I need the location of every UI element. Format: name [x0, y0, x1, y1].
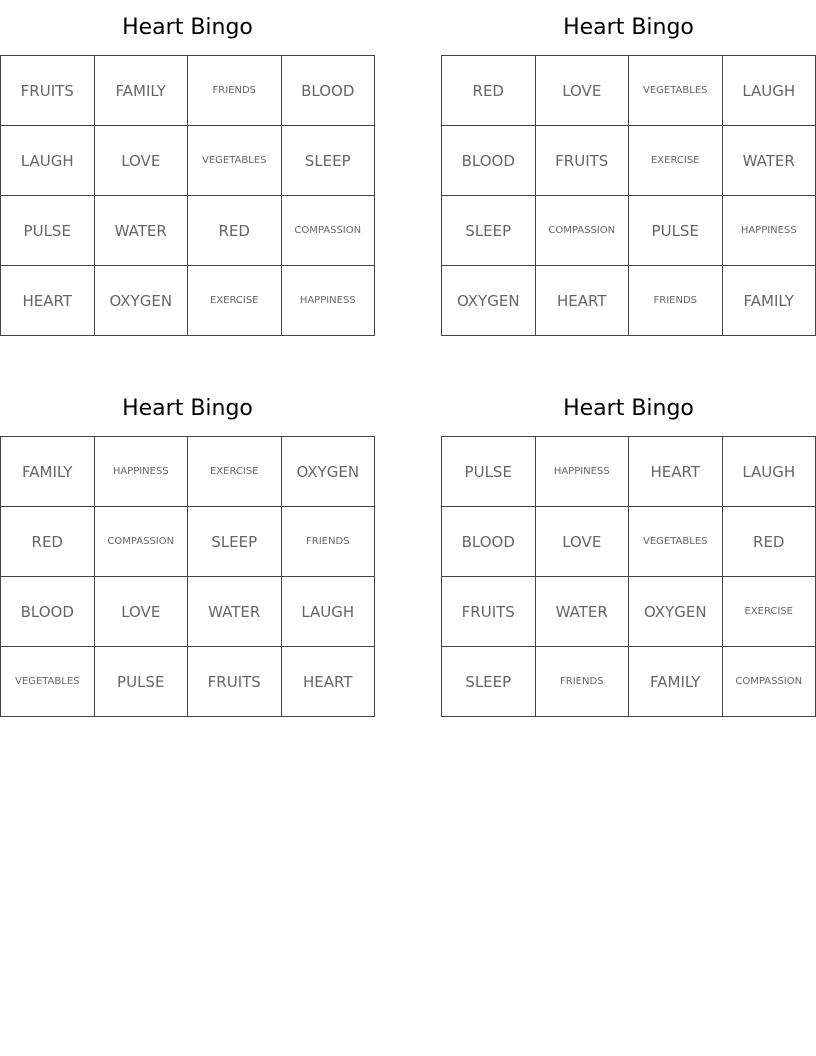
- bingo-cell: SLEEP: [442, 196, 536, 266]
- bingo-cell: HEART: [536, 266, 630, 336]
- bingo-cell: COMPASSION: [536, 196, 630, 266]
- bingo-cell: FRIENDS: [282, 507, 376, 577]
- bingo-cell: RED: [188, 196, 282, 266]
- bingo-cell: FRIENDS: [536, 647, 630, 717]
- bingo-cell: VEGETABLES: [629, 56, 723, 126]
- bingo-cell: WATER: [536, 577, 630, 647]
- bingo-cell: VEGETABLES: [1, 647, 95, 717]
- bingo-cell: HEART: [282, 647, 376, 717]
- bingo-card-4: [441, 381, 816, 717]
- bingo-cell: HAPPINESS: [536, 437, 630, 507]
- bingo-cell: HAPPINESS: [282, 266, 376, 336]
- bingo-cell: COMPASSION: [282, 196, 376, 266]
- bingo-cell: LOVE: [95, 126, 189, 196]
- bingo-cell: WATER: [95, 196, 189, 266]
- bingo-cell: PULSE: [442, 437, 536, 507]
- bingo-cell: LAUGH: [1, 126, 95, 196]
- bingo-cell: RED: [723, 507, 816, 577]
- bingo-cell: RED: [1, 507, 95, 577]
- bingo-cell: FAMILY: [629, 647, 723, 717]
- bingo-grid: [0, 55, 375, 336]
- bingo-cell: FAMILY: [723, 266, 816, 336]
- bingo-cell: HEART: [629, 437, 723, 507]
- bingo-cell: HEART: [1, 266, 95, 336]
- bingo-cell: PULSE: [629, 196, 723, 266]
- bingo-cell: WATER: [188, 577, 282, 647]
- bingo-cell: HAPPINESS: [95, 437, 189, 507]
- bingo-cell: BLOOD: [282, 56, 376, 126]
- bingo-cell: LAUGH: [723, 56, 816, 126]
- bingo-cell: FAMILY: [1, 437, 95, 507]
- bingo-cell: FAMILY: [95, 56, 189, 126]
- bingo-cell: BLOOD: [442, 126, 536, 196]
- bingo-cell: HAPPINESS: [723, 196, 816, 266]
- bingo-cell: FRUITS: [442, 577, 536, 647]
- bingo-cell: LOVE: [536, 507, 630, 577]
- card-title: Heart Bingo: [122, 15, 253, 40]
- bingo-grid: [0, 436, 375, 717]
- bingo-cell: PULSE: [95, 647, 189, 717]
- bingo-cell: LAUGH: [282, 577, 376, 647]
- card-title: Heart Bingo: [563, 396, 694, 421]
- bingo-cell: EXERCISE: [188, 266, 282, 336]
- bingo-cell: SLEEP: [442, 647, 536, 717]
- bingo-cell: BLOOD: [442, 507, 536, 577]
- bingo-cell: RED: [442, 56, 536, 126]
- bingo-cell: LOVE: [95, 577, 189, 647]
- bingo-cell: COMPASSION: [723, 647, 816, 717]
- bingo-cell: BLOOD: [1, 577, 95, 647]
- bingo-cell: WATER: [723, 126, 816, 196]
- bingo-cell: LAUGH: [723, 437, 816, 507]
- bingo-cell: EXERCISE: [188, 437, 282, 507]
- bingo-cell: LOVE: [536, 56, 630, 126]
- bingo-cell: OXYGEN: [95, 266, 189, 336]
- bingo-card-3: [0, 381, 375, 717]
- bingo-cell: VEGETABLES: [188, 126, 282, 196]
- bingo-cell: PULSE: [1, 196, 95, 266]
- bingo-cell: FRIENDS: [188, 56, 282, 126]
- bingo-cell: OXYGEN: [629, 577, 723, 647]
- bingo-cell: SLEEP: [282, 126, 376, 196]
- card-title: Heart Bingo: [563, 15, 694, 40]
- bingo-cell: OXYGEN: [282, 437, 376, 507]
- bingo-cell: FRUITS: [1, 56, 95, 126]
- bingo-cell: FRIENDS: [629, 266, 723, 336]
- bingo-cell: SLEEP: [188, 507, 282, 577]
- bingo-cell: OXYGEN: [442, 266, 536, 336]
- bingo-card-2: [441, 0, 816, 336]
- bingo-cell: EXERCISE: [723, 577, 816, 647]
- card-title: Heart Bingo: [122, 396, 253, 421]
- bingo-card-1: [0, 0, 375, 336]
- bingo-cell: FRUITS: [188, 647, 282, 717]
- bingo-cell: FRUITS: [536, 126, 630, 196]
- bingo-grid: [441, 55, 816, 336]
- bingo-grid: [441, 436, 816, 717]
- bingo-cell: VEGETABLES: [629, 507, 723, 577]
- bingo-cell: EXERCISE: [629, 126, 723, 196]
- bingo-cell: COMPASSION: [95, 507, 189, 577]
